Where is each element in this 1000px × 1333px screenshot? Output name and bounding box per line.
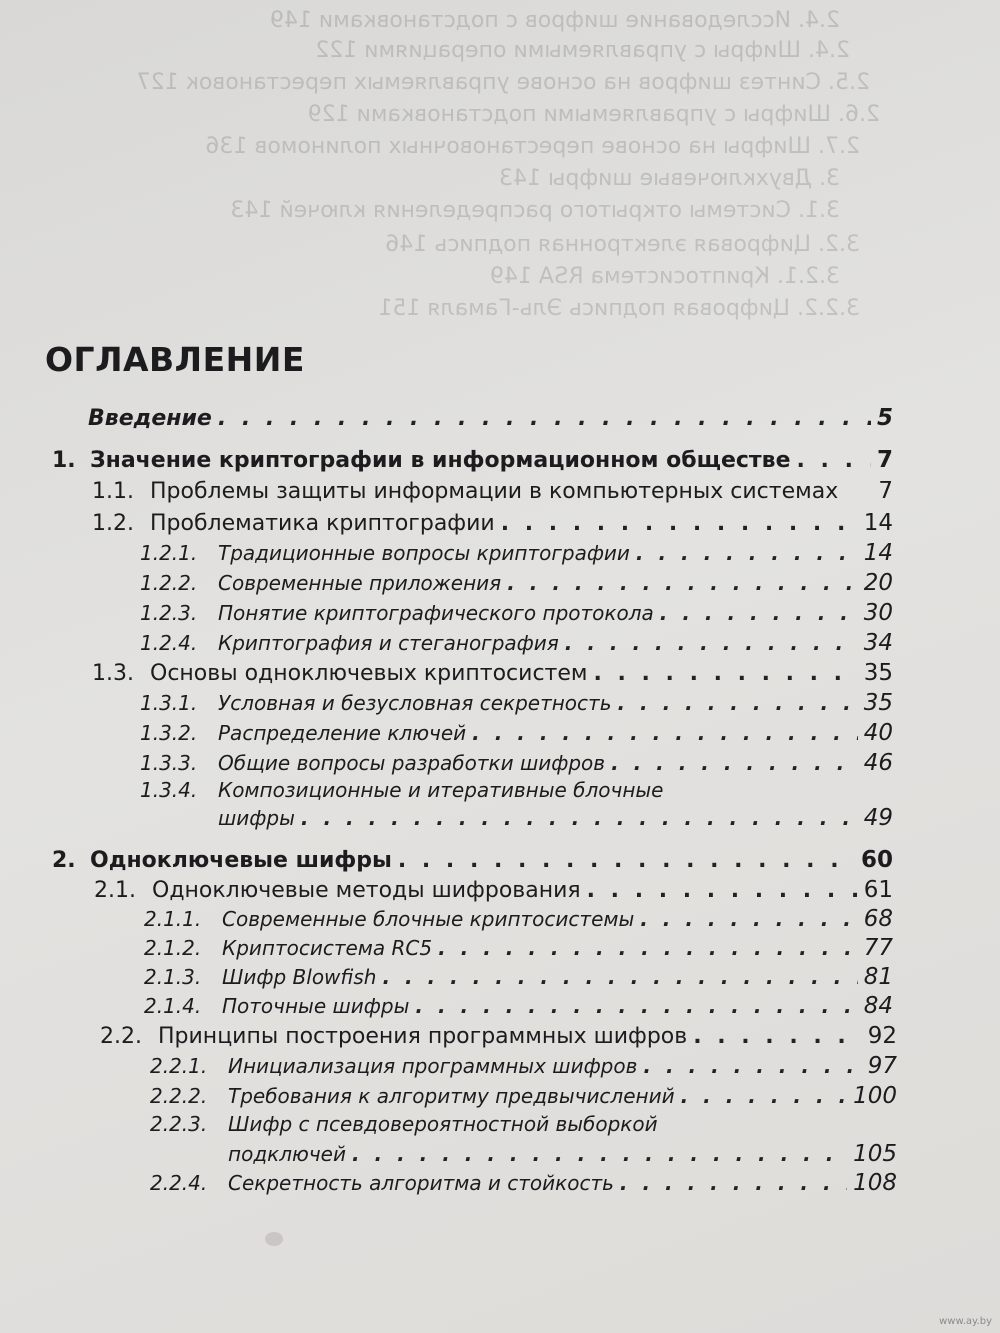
entry-page-number: 35: [863, 660, 893, 686]
toc-entry-subsection-1-2-4[interactable]: [140, 630, 893, 656]
dot-leader: [218, 406, 871, 431]
entry-page-number: 77: [863, 935, 893, 961]
entry-title: Одноключевые шифры: [90, 848, 392, 873]
dot-leader: [301, 806, 858, 830]
toc-entry-subsection-2-2-2[interactable]: [150, 1083, 897, 1109]
entry-number: 2.2.2.: [150, 1084, 208, 1108]
entry-title: Поточные шифры: [222, 994, 410, 1018]
entry-number: 1.3.3.: [140, 751, 198, 775]
entry-page-number: 7: [878, 478, 893, 504]
entry-number: 1.3.: [92, 661, 134, 686]
dot-leader: [472, 721, 858, 745]
entry-title: Традиционные вопросы криптографии: [218, 541, 630, 565]
entry-number: 1.3.1.: [140, 691, 198, 715]
entry-page-number: 20: [863, 570, 893, 596]
toc-entry-subsection-1-3-3[interactable]: [140, 750, 893, 776]
entry-title: Введение: [88, 406, 212, 431]
toc-entry-subsection-1-3-2[interactable]: [140, 720, 893, 746]
entry-number: 1.2.2.: [140, 571, 198, 595]
entry-page-number: 68: [863, 906, 893, 932]
entry-title: Распределение ключей: [218, 721, 467, 745]
entry-number: 2.2.4.: [150, 1171, 208, 1195]
entry-number: 1.3.4.: [140, 778, 198, 802]
dot-leader: [643, 1054, 861, 1078]
toc-entry-subsection-1-2-3[interactable]: [140, 600, 893, 626]
dot-leader: [594, 661, 858, 686]
entry-title: Шифр Blowfish: [222, 965, 377, 989]
entry-number: 2.1.3.: [144, 965, 202, 989]
toc-entry-subsection-2-2-3-continued[interactable]: [228, 1141, 897, 1167]
toc-entry-subsection-2-1-1[interactable]: [144, 906, 893, 932]
entry-number: 1.1.: [92, 479, 134, 504]
entry-page-number: 14: [863, 540, 893, 566]
page-title: ОГЛАВЛЕНИЕ: [45, 340, 305, 379]
dot-leader: [620, 1171, 847, 1195]
entry-number: 2.1.2.: [144, 936, 202, 960]
entry-title-continued: подключей: [228, 1142, 346, 1166]
entry-page-number: 81: [863, 964, 893, 990]
toc-entry-subsection-1-2-2[interactable]: [140, 570, 893, 596]
dot-leader: [438, 936, 858, 960]
entry-title: Криптосистема RC5: [222, 936, 433, 960]
dot-leader: [636, 541, 858, 565]
toc-entry-subsection-2-2-1[interactable]: [150, 1053, 897, 1079]
dot-leader: [565, 631, 858, 655]
dot-leader: [693, 1024, 861, 1049]
entry-title: Одноключевые методы шифрования: [152, 878, 581, 903]
entry-title: Композиционные и итеративные блочные: [218, 778, 664, 802]
dot-leader: [640, 907, 857, 931]
entry-number: 2.2.3.: [150, 1112, 208, 1136]
entry-number: 2.2.: [100, 1024, 142, 1049]
entry-title-continued: шифры: [218, 806, 295, 830]
dot-leader: [507, 571, 858, 595]
toc-entry-subsection-2-2-3[interactable]: [150, 1112, 897, 1136]
entry-title: Общие вопросы разработки шифров: [218, 751, 606, 775]
dot-leader: [352, 1142, 847, 1166]
entry-page-number: 49: [863, 805, 893, 831]
entry-page-number: 40: [863, 720, 893, 746]
entry-number: 1.2.: [92, 511, 134, 536]
dot-leader: [501, 511, 858, 536]
entry-page-number: 100: [853, 1083, 897, 1109]
entry-number: 2.2.1.: [150, 1054, 208, 1078]
entry-page-number: 92: [867, 1023, 897, 1049]
entry-title: Понятие криптографического протокола: [218, 601, 654, 625]
entry-page-number: 105: [853, 1141, 897, 1167]
entry-page-number: 46: [863, 750, 893, 776]
entry-page-number: 30: [863, 600, 893, 626]
paper-stain: [265, 1232, 283, 1246]
dot-leader: [611, 751, 858, 775]
entry-page-number: 61: [863, 877, 893, 903]
toc-entry-subsection-1-2-1[interactable]: [140, 540, 893, 566]
entry-title: Значение криптографии в информационном обществе: [90, 448, 791, 473]
toc-entry-section-2-1[interactable]: [94, 877, 893, 903]
bleed-through-text: 2.4. Исследование шифров с подстановками 149 2.4. Шифры с управляемыми операциями 122 2.5. Синтез шифров на основе управляемых перестановок 127 2.6. Шифры с управляемыми подстановками 129 2.7. Шифры на основе перестановочных полиномов 136 3. Двухключевые шифры 143 3.1. Системы открытого распределения ключей 143 3.2. Цифровая электронная подпись 146 3.2.1. Криптосистема RSA 149 3.2.2. Цифровая подпись Эль-Гамаля 151: [136, 8, 880, 321]
entry-number: 1.2.3.: [140, 601, 198, 625]
entry-title: Шифр с псевдовероятностной выборкой: [228, 1112, 658, 1136]
entry-title: Секретность алгоритма и стойкость: [228, 1171, 614, 1195]
toc-entry-subsection-2-1-3[interactable]: [144, 964, 893, 990]
entry-page-number: 35: [863, 690, 893, 716]
toc-entry-section-1-1[interactable]: [92, 478, 893, 504]
entry-number: 1.2.1.: [140, 541, 198, 565]
entry-page-number: 14: [863, 510, 893, 536]
dot-leader: [617, 691, 857, 715]
entry-title: Проблемы защиты информации в компьютерных системах: [150, 479, 839, 504]
entry-number: 2.1.1.: [144, 907, 202, 931]
entry-title: Инициализация программных шифров: [228, 1054, 638, 1078]
entry-page-number: 34: [863, 630, 893, 656]
entry-number: 1.: [52, 448, 76, 473]
entry-number: 2.1.4.: [144, 994, 202, 1018]
entry-number: 1.2.4.: [140, 631, 198, 655]
dot-leader: [382, 965, 857, 989]
toc-entry-subsection-2-2-4[interactable]: [150, 1170, 897, 1196]
toc-entry-chapter-1[interactable]: [52, 447, 893, 473]
entry-page-number: 60: [860, 847, 893, 873]
toc-entry-subsection-1-3-1[interactable]: [140, 690, 893, 716]
site-watermark: www.ay.by: [939, 1316, 992, 1327]
toc-entry-subsection-2-1-2[interactable]: [144, 935, 893, 961]
entry-number: 2.: [52, 848, 76, 873]
dot-leader: [797, 448, 871, 473]
entry-title: Проблематика криптографии: [150, 511, 495, 536]
dot-leader: [681, 1084, 848, 1108]
entry-title: Современные блочные криптосистемы: [222, 907, 635, 931]
toc-entry-section-2-2[interactable]: [100, 1023, 897, 1049]
entry-title: Современные приложения: [218, 571, 502, 595]
toc-entry-subsection-2-1-4[interactable]: [144, 993, 893, 1019]
entry-page-number: 5: [876, 405, 893, 431]
toc-entry-introduction[interactable]: [88, 405, 893, 431]
toc-entry-chapter-2[interactable]: [52, 847, 893, 873]
entry-title: Криптография и стеганография: [218, 631, 559, 655]
entry-number: 2.1.: [94, 878, 136, 903]
toc-entry-subsection-1-3-4-continued[interactable]: [218, 805, 893, 831]
entry-title: Условная и безусловная секретность: [218, 691, 612, 715]
toc-entry-subsection-1-3-4[interactable]: [140, 778, 893, 802]
entry-page-number: 97: [867, 1053, 897, 1079]
entry-title: Принципы построения программных шифров: [158, 1024, 688, 1049]
toc-entry-section-1-2[interactable]: [92, 510, 893, 536]
dot-leader: [587, 878, 858, 903]
entry-title: Основы одноключевых криптосистем: [150, 661, 588, 686]
entry-page-number: 108: [853, 1170, 897, 1196]
entry-page-number: 84: [863, 993, 893, 1019]
entry-page-number: 7: [876, 447, 893, 473]
dot-leader: [398, 848, 855, 873]
entry-number: 1.3.2.: [140, 721, 198, 745]
entry-title: Требования к алгоритму предвычислений: [228, 1084, 675, 1108]
dot-leader: [415, 994, 857, 1018]
toc-entry-section-1-3[interactable]: [92, 660, 893, 686]
dot-leader: [660, 601, 858, 625]
